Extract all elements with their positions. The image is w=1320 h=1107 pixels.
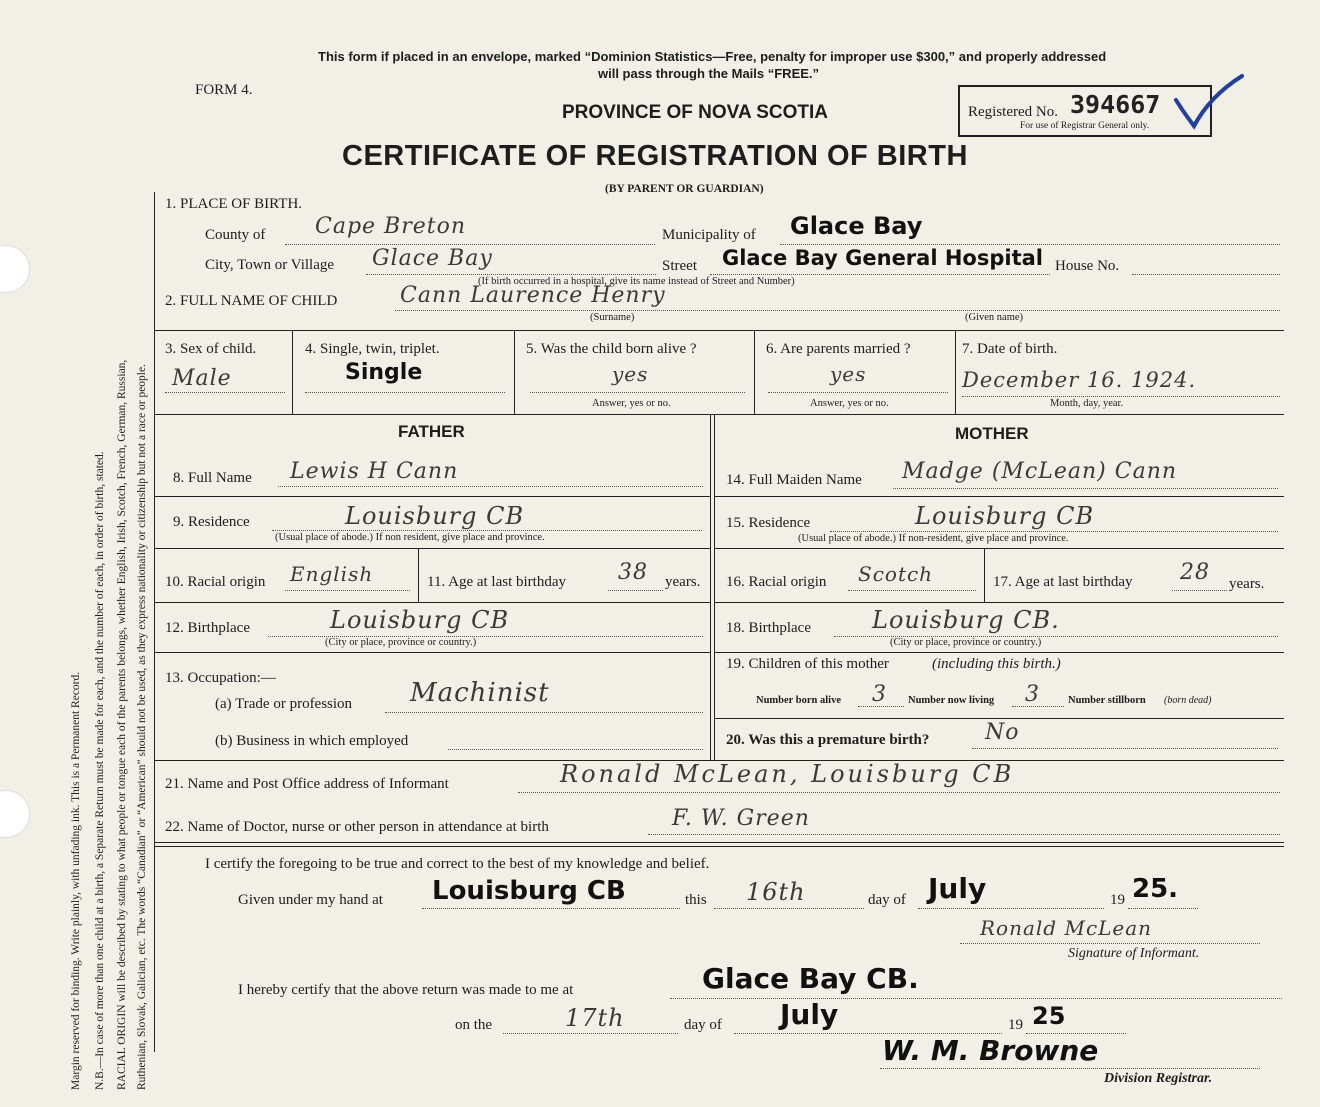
binder-hole-top bbox=[0, 245, 30, 293]
frame-left bbox=[154, 192, 155, 1052]
margin-note-4: Ruthenian, Slovak, Galician, etc. The words “Canadian” or “American” should not be used, as they express nationality or citizenship but not a race or people. bbox=[136, 364, 148, 1090]
premature-label: 20. Was this a premature birth? bbox=[726, 732, 930, 748]
children-label: 19. Children of this mother bbox=[726, 656, 889, 672]
child-name-value: Cann Laurence Henry bbox=[400, 283, 666, 308]
trade-value: Machinist bbox=[410, 678, 550, 708]
margin-note-2: N.B.—In case of more than one child at a birth, a Separate Return must be made for each, and the number of each, in order of birth, stated. bbox=[94, 451, 106, 1090]
given-place-value: Louisburg CB bbox=[432, 876, 626, 906]
father-row-line-1 bbox=[154, 496, 710, 497]
return-day-value: 17th bbox=[565, 1004, 625, 1032]
street-label: Street bbox=[662, 258, 697, 274]
father-origin-label: 10. Racial origin bbox=[165, 574, 266, 590]
county-value: Cape Breton bbox=[315, 214, 467, 239]
doctor-value: F. W. Green bbox=[672, 806, 810, 831]
children-note: (including this birth.) bbox=[932, 656, 1061, 672]
mother-age-value: 28 bbox=[1180, 560, 1210, 585]
return-year-value: 25 bbox=[1032, 1002, 1066, 1030]
rule-before-certify bbox=[154, 842, 1284, 843]
given-day-label: day of bbox=[868, 892, 906, 908]
mother-row-line-5 bbox=[714, 718, 1284, 719]
father-residence-value: Louisburg CB bbox=[345, 502, 525, 530]
given-day-value: 16th bbox=[746, 878, 806, 906]
dob-label: 7. Date of birth. bbox=[962, 341, 1058, 357]
child-name-label: 2. FULL NAME OF CHILD bbox=[165, 293, 338, 309]
mother-row-line-1 bbox=[714, 496, 1284, 497]
given-name-caption: (Given name) bbox=[965, 312, 1024, 323]
mother-name-label: 14. Full Maiden Name bbox=[726, 472, 862, 488]
born-alive-value: yes bbox=[612, 362, 649, 386]
return-label: I hereby certify that the above return was made to me at bbox=[238, 982, 574, 998]
stillborn-label: Number stillborn bbox=[1068, 695, 1146, 706]
cell-divider-4 bbox=[955, 330, 956, 414]
father-residence-label: 9. Residence bbox=[173, 514, 250, 530]
father-age-value: 38 bbox=[618, 560, 648, 585]
certify-statement: I certify the foregoing to be true and correct to the best of my knowledge and belief. bbox=[205, 856, 710, 872]
hospital-note: (If birth occurred in a hospital, give its name instead of Street and Number) bbox=[478, 276, 795, 287]
father-residence-caption: (Usual place of abode.) If non resident, give place and province. bbox=[275, 532, 545, 543]
alive-answer-caption: Answer, yes or no. bbox=[592, 398, 671, 409]
certificate-subtitle: (BY PARENT OR GUARDIAN) bbox=[605, 183, 764, 195]
mother-age-label: 17. Age at last birthday bbox=[993, 574, 1133, 590]
born-alive-label: 5. Was the child born alive ? bbox=[526, 341, 697, 357]
given-this-label: this bbox=[685, 892, 707, 908]
father-origin-value: English bbox=[290, 562, 374, 586]
given-month-value: July bbox=[928, 872, 987, 905]
mother-origin-label: 16. Racial origin bbox=[726, 574, 827, 590]
registrar-signature: W. M. Browne bbox=[882, 1034, 1099, 1067]
mother-row-line-4 bbox=[714, 652, 1284, 653]
mother-name-value: Madge (McLean) Cann bbox=[902, 459, 1178, 484]
house-number-label: House No. bbox=[1055, 258, 1120, 274]
check-mark-icon bbox=[1170, 70, 1250, 135]
postal-note-2: will pass through the Mails “FREE.” bbox=[598, 66, 820, 81]
mother-row-line-2 bbox=[714, 548, 1284, 549]
now-living-label: Number now living bbox=[908, 695, 995, 706]
married-answer-caption: Answer, yes or no. bbox=[810, 398, 889, 409]
form-number: FORM 4. bbox=[195, 82, 253, 98]
father-row-line-2 bbox=[154, 548, 710, 549]
married-label: 6. Are parents married ? bbox=[766, 341, 911, 357]
county-label: County of bbox=[205, 227, 266, 243]
given-year-prefix: 19 bbox=[1110, 892, 1125, 908]
rule-before-certify-2 bbox=[154, 846, 1284, 847]
informant-label: 21. Name and Post Office address of Informant bbox=[165, 776, 449, 792]
dob-value: December 16. 1924. bbox=[962, 368, 1197, 392]
rule-after-name bbox=[154, 330, 1284, 331]
married-value: yes bbox=[830, 362, 867, 386]
postal-note-1: This form if placed in an envelope, marked “Dominion Statistics—Free, penalty for improper use $300,” and properly addressed bbox=[318, 49, 1107, 64]
father-row-line-4 bbox=[154, 652, 710, 653]
cell-divider-3 bbox=[754, 330, 755, 414]
town-value: Glace Bay bbox=[372, 246, 493, 271]
registered-label: Registered No. bbox=[968, 104, 1058, 120]
mother-birthplace-value: Louisburg CB. bbox=[872, 606, 1060, 634]
father-birthplace-value: Louisburg CB bbox=[330, 606, 510, 634]
born-alive-count-label: Number born alive bbox=[756, 695, 841, 706]
father-row-line-3 bbox=[154, 602, 710, 603]
father-name-value: Lewis H Cann bbox=[290, 459, 459, 484]
now-living-count: 3 bbox=[1025, 682, 1040, 707]
father-heading: FATHER bbox=[398, 422, 465, 441]
mother-residence-caption: (Usual place of abode.) If non-resident, give place and province. bbox=[798, 533, 1069, 544]
parents-divider-2 bbox=[714, 414, 715, 760]
born-alive-count: 3 bbox=[872, 682, 887, 707]
street-value: Glace Bay General Hospital bbox=[722, 246, 1043, 270]
margin-note-3: RACIAL ORIGIN will be described by stating to what people or tongue each of the parents belongs, whether English, Irish, Scotch, French, German, Russian, bbox=[116, 359, 128, 1090]
mother-residence-value: Louisburg CB bbox=[915, 502, 1095, 530]
cell-divider-2 bbox=[514, 330, 515, 414]
father-age-divider bbox=[418, 548, 419, 602]
registered-number: 394667 bbox=[1070, 90, 1161, 119]
father-birthplace-label: 12. Birthplace bbox=[165, 620, 250, 636]
given-year-value: 25. bbox=[1132, 874, 1179, 904]
return-day-label: day of bbox=[684, 1017, 722, 1033]
place-of-birth-label: 1. PLACE OF BIRTH. bbox=[165, 196, 303, 212]
margin-note-1: Margin reserved for binding. Write plainly, with unfading ink. This is a Permanent Record. bbox=[70, 671, 82, 1090]
return-month-value: July bbox=[780, 998, 839, 1031]
parents-divider bbox=[710, 414, 711, 760]
sex-label: 3. Sex of child. bbox=[165, 341, 257, 357]
informant-signature-caption: Signature of Informant. bbox=[1068, 946, 1200, 961]
father-name-label: 8. Full Name bbox=[173, 470, 252, 486]
return-year-prefix: 19 bbox=[1008, 1017, 1023, 1033]
stillborn-note: (born dead) bbox=[1164, 695, 1212, 706]
on-the-label: on the bbox=[455, 1017, 493, 1033]
dob-caption: Month, day, year. bbox=[1050, 398, 1124, 409]
mother-residence-label: 15. Residence bbox=[726, 515, 811, 531]
cell-divider-1 bbox=[292, 330, 293, 414]
premature-value: No bbox=[985, 720, 1020, 745]
plurality-label: 4. Single, twin, triplet. bbox=[305, 341, 440, 357]
father-birthplace-caption: (City or place, province or country.) bbox=[325, 637, 477, 648]
mother-origin-value: Scotch bbox=[858, 562, 934, 586]
municipality-label: Municipality of bbox=[662, 227, 756, 243]
informant-signature: Ronald McLean bbox=[980, 916, 1153, 940]
father-years-label: years. bbox=[665, 574, 701, 590]
given-under-label: Given under my hand at bbox=[238, 892, 383, 908]
plurality-value: Single bbox=[345, 360, 423, 385]
informant-value: Ronald McLean, Louisburg CB bbox=[560, 760, 1015, 788]
mother-row-line-3 bbox=[714, 602, 1284, 603]
mother-birthplace-caption: (City or place, province or country.) bbox=[890, 637, 1042, 648]
occupation-label: 13. Occupation:— bbox=[165, 670, 276, 686]
doctor-label: 22. Name of Doctor, nurse or other person in attendance at birth bbox=[165, 819, 549, 835]
town-label: City, Town or Village bbox=[205, 257, 335, 273]
mother-birthplace-label: 18. Birthplace bbox=[726, 620, 811, 636]
municipality-value: Glace Bay bbox=[790, 212, 923, 240]
return-place-value: Glace Bay CB. bbox=[702, 962, 919, 995]
surname-caption: (Surname) bbox=[590, 312, 635, 323]
rule-after-child-row bbox=[154, 414, 1284, 415]
trade-label: (a) Trade or profession bbox=[215, 696, 353, 712]
mother-years-label: years. bbox=[1229, 576, 1265, 592]
binder-hole-bottom bbox=[0, 790, 30, 838]
mother-heading: MOTHER bbox=[955, 424, 1029, 443]
registrar-note: For use of Registrar General only. bbox=[1020, 121, 1150, 131]
sex-value: Male bbox=[172, 366, 232, 391]
province-heading: PROVINCE OF NOVA SCOTIA bbox=[562, 102, 829, 123]
father-age-label: 11. Age at last birthday bbox=[427, 574, 566, 590]
registrar-caption: Division Registrar. bbox=[1104, 1071, 1213, 1086]
certificate-title: CERTIFICATE OF REGISTRATION OF BIRTH bbox=[342, 140, 968, 172]
mother-age-divider bbox=[984, 548, 985, 602]
business-label: (b) Business in which employed bbox=[215, 733, 409, 749]
